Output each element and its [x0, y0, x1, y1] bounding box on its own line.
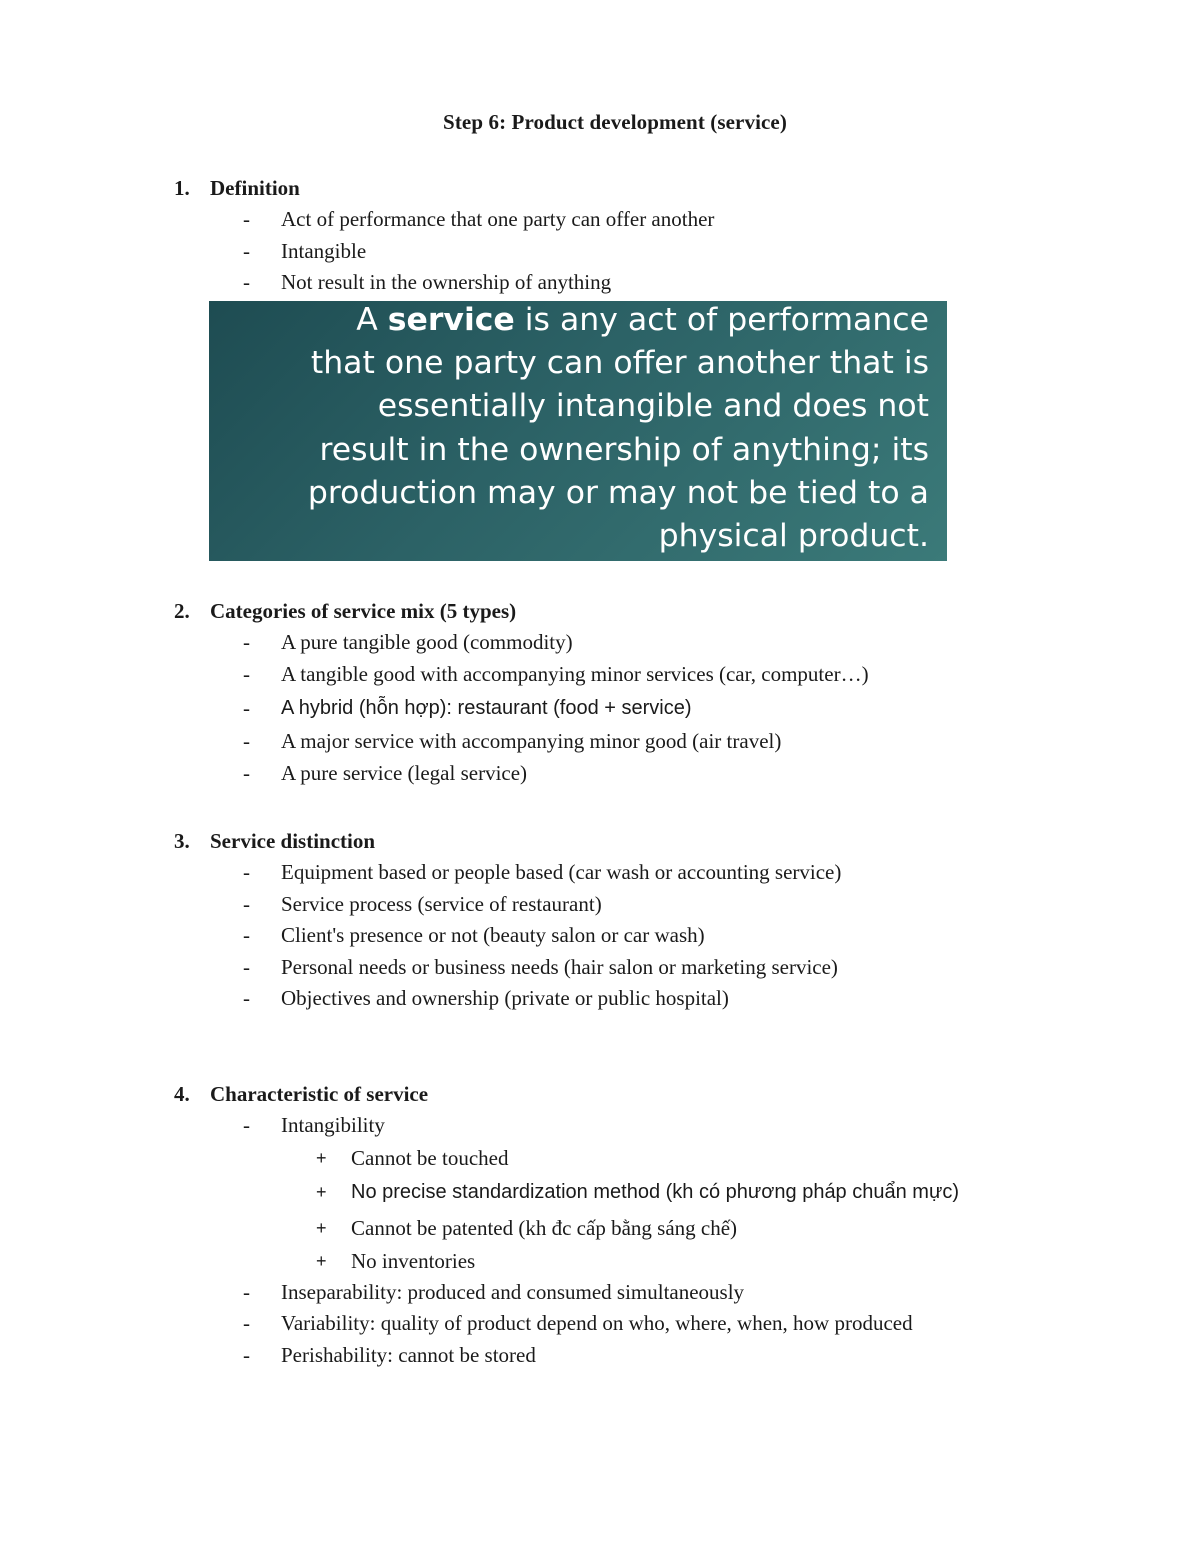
section-heading — [0, 172, 1200, 204]
list-item-text: A pure tangible good (commodity) — [281, 630, 573, 654]
page-title: Step 6: Product development (service) — [443, 110, 787, 134]
banner-line: that one party can offer another that is — [310, 345, 929, 382]
dash-bullet: - — [243, 1113, 250, 1137]
banner-line: physical product. — [658, 518, 929, 555]
list-item — [0, 659, 1200, 691]
list-item-text: Equipment based or people based (car wash or accounting service) — [281, 860, 842, 884]
dash-bullet: - — [243, 860, 250, 884]
dash-bullet: - — [243, 729, 250, 754]
dash-bullet: - — [243, 891, 250, 916]
list-item-text: A major service with accompanying minor good (air travel) — [281, 729, 782, 754]
plus-bullet: + — [316, 1147, 327, 1168]
list-item-text: Perishability: cannot be stored — [281, 1342, 536, 1367]
dash-bullet: - — [243, 923, 250, 948]
dash-bullet: - — [243, 630, 250, 654]
plus-bullet: + — [316, 1181, 327, 1202]
section-service-distinction — [0, 825, 1200, 1015]
section-number: 4. — [174, 1082, 190, 1106]
list-item — [0, 267, 1200, 299]
dash-bullet: - — [243, 1279, 250, 1304]
list-item-text: Objectives and ownership (private or public hospital) — [281, 986, 729, 1011]
list-item — [0, 236, 1200, 268]
sub-list-item — [0, 1174, 1200, 1211]
list-item-text: Service process (service of restaurant) — [281, 891, 602, 916]
list-item-text: A tangible good with accompanying minor services (car, computer…) — [281, 661, 869, 686]
dash-bullet: - — [243, 696, 250, 721]
list-item — [0, 204, 1200, 236]
list-item-text: Intangibility — [281, 1113, 385, 1137]
section-characteristics — [0, 1078, 1200, 1371]
list-item — [0, 726, 1200, 758]
list-item-text: A pure service (legal service) — [281, 760, 528, 785]
sub-list-item-text: No inventories — [351, 1248, 476, 1273]
dash-bullet: - — [243, 661, 250, 686]
section-number: 1. — [174, 176, 190, 200]
dash-bullet: - — [243, 1311, 250, 1336]
list-item — [0, 758, 1200, 790]
list-item — [0, 690, 1200, 726]
section-service-mix — [0, 595, 1200, 789]
banner-line: production may or may not be tied to a — [307, 474, 929, 511]
sub-list-item — [0, 1245, 1200, 1277]
banner-keyword: service — [387, 302, 515, 338]
banner-line: result in the ownership of anything; its — [319, 431, 929, 468]
list-item-text: Intangible — [281, 238, 367, 263]
list-item-text: Client's presence or not (beauty salon or car wash) — [281, 923, 705, 948]
sub-list-item-text: Cannot be patented (kh đc cấp bằng sáng chế) — [351, 1215, 738, 1240]
banner-line: essentially intangible and does not — [377, 388, 929, 425]
banner-text: is any act of performance — [524, 302, 929, 338]
dash-bullet: - — [243, 760, 250, 785]
section-heading — [0, 825, 1200, 857]
section-title: Characteristic of service — [210, 1082, 429, 1106]
plus-bullet: + — [316, 1250, 327, 1271]
list-item — [0, 857, 1200, 889]
sub-list-item-text: No precise standardization method (kh có phương pháp chuẩn mực) — [351, 1180, 959, 1203]
banner-line — [209, 301, 929, 342]
list-item — [0, 627, 1200, 659]
section-title: Definition — [210, 176, 300, 200]
section-title: Categories of service mix (5 types) — [210, 599, 517, 623]
list-item — [0, 1110, 1200, 1142]
list-item — [0, 1340, 1200, 1372]
banner-lead: A — [356, 302, 378, 338]
list-item-text: Not result in the ownership of anything — [281, 270, 612, 295]
sub-list-item — [0, 1142, 1200, 1174]
section-definition — [0, 172, 1200, 299]
list-item — [0, 920, 1200, 952]
dash-bullet: - — [243, 270, 250, 295]
dash-bullet: - — [243, 954, 250, 979]
dash-bullet: - — [243, 986, 250, 1011]
list-item — [0, 952, 1200, 984]
sub-list-item — [0, 1211, 1200, 1245]
section-number: 2. — [174, 599, 190, 623]
section-title: Service distinction — [210, 829, 376, 853]
dash-bullet: - — [243, 207, 250, 231]
plus-bullet: + — [316, 1217, 327, 1238]
list-item-text: Personal needs or business needs (hair salon or marketing service) — [281, 954, 838, 979]
list-item-text: Variability: quality of product depend on who, where, when, how produced — [281, 1311, 913, 1336]
dash-bullet: - — [243, 1342, 250, 1367]
sub-list-item-text: Cannot be touched — [351, 1145, 509, 1170]
section-heading — [0, 1078, 1200, 1110]
list-item — [0, 889, 1200, 921]
list-item — [0, 1308, 1200, 1340]
list-item-text: Inseparability: produced and consumed simultaneously — [281, 1279, 745, 1304]
list-item — [0, 983, 1200, 1015]
dash-bullet: - — [243, 238, 250, 263]
section-heading — [0, 595, 1200, 627]
section-number: 3. — [174, 829, 190, 853]
list-item — [0, 1277, 1200, 1309]
list-item-text: Act of performance that one party can offer another — [281, 207, 715, 231]
list-item-text: A hybrid (hỗn hợp): restaurant (food + service) — [281, 697, 692, 720]
service-definition-banner — [209, 301, 947, 561]
